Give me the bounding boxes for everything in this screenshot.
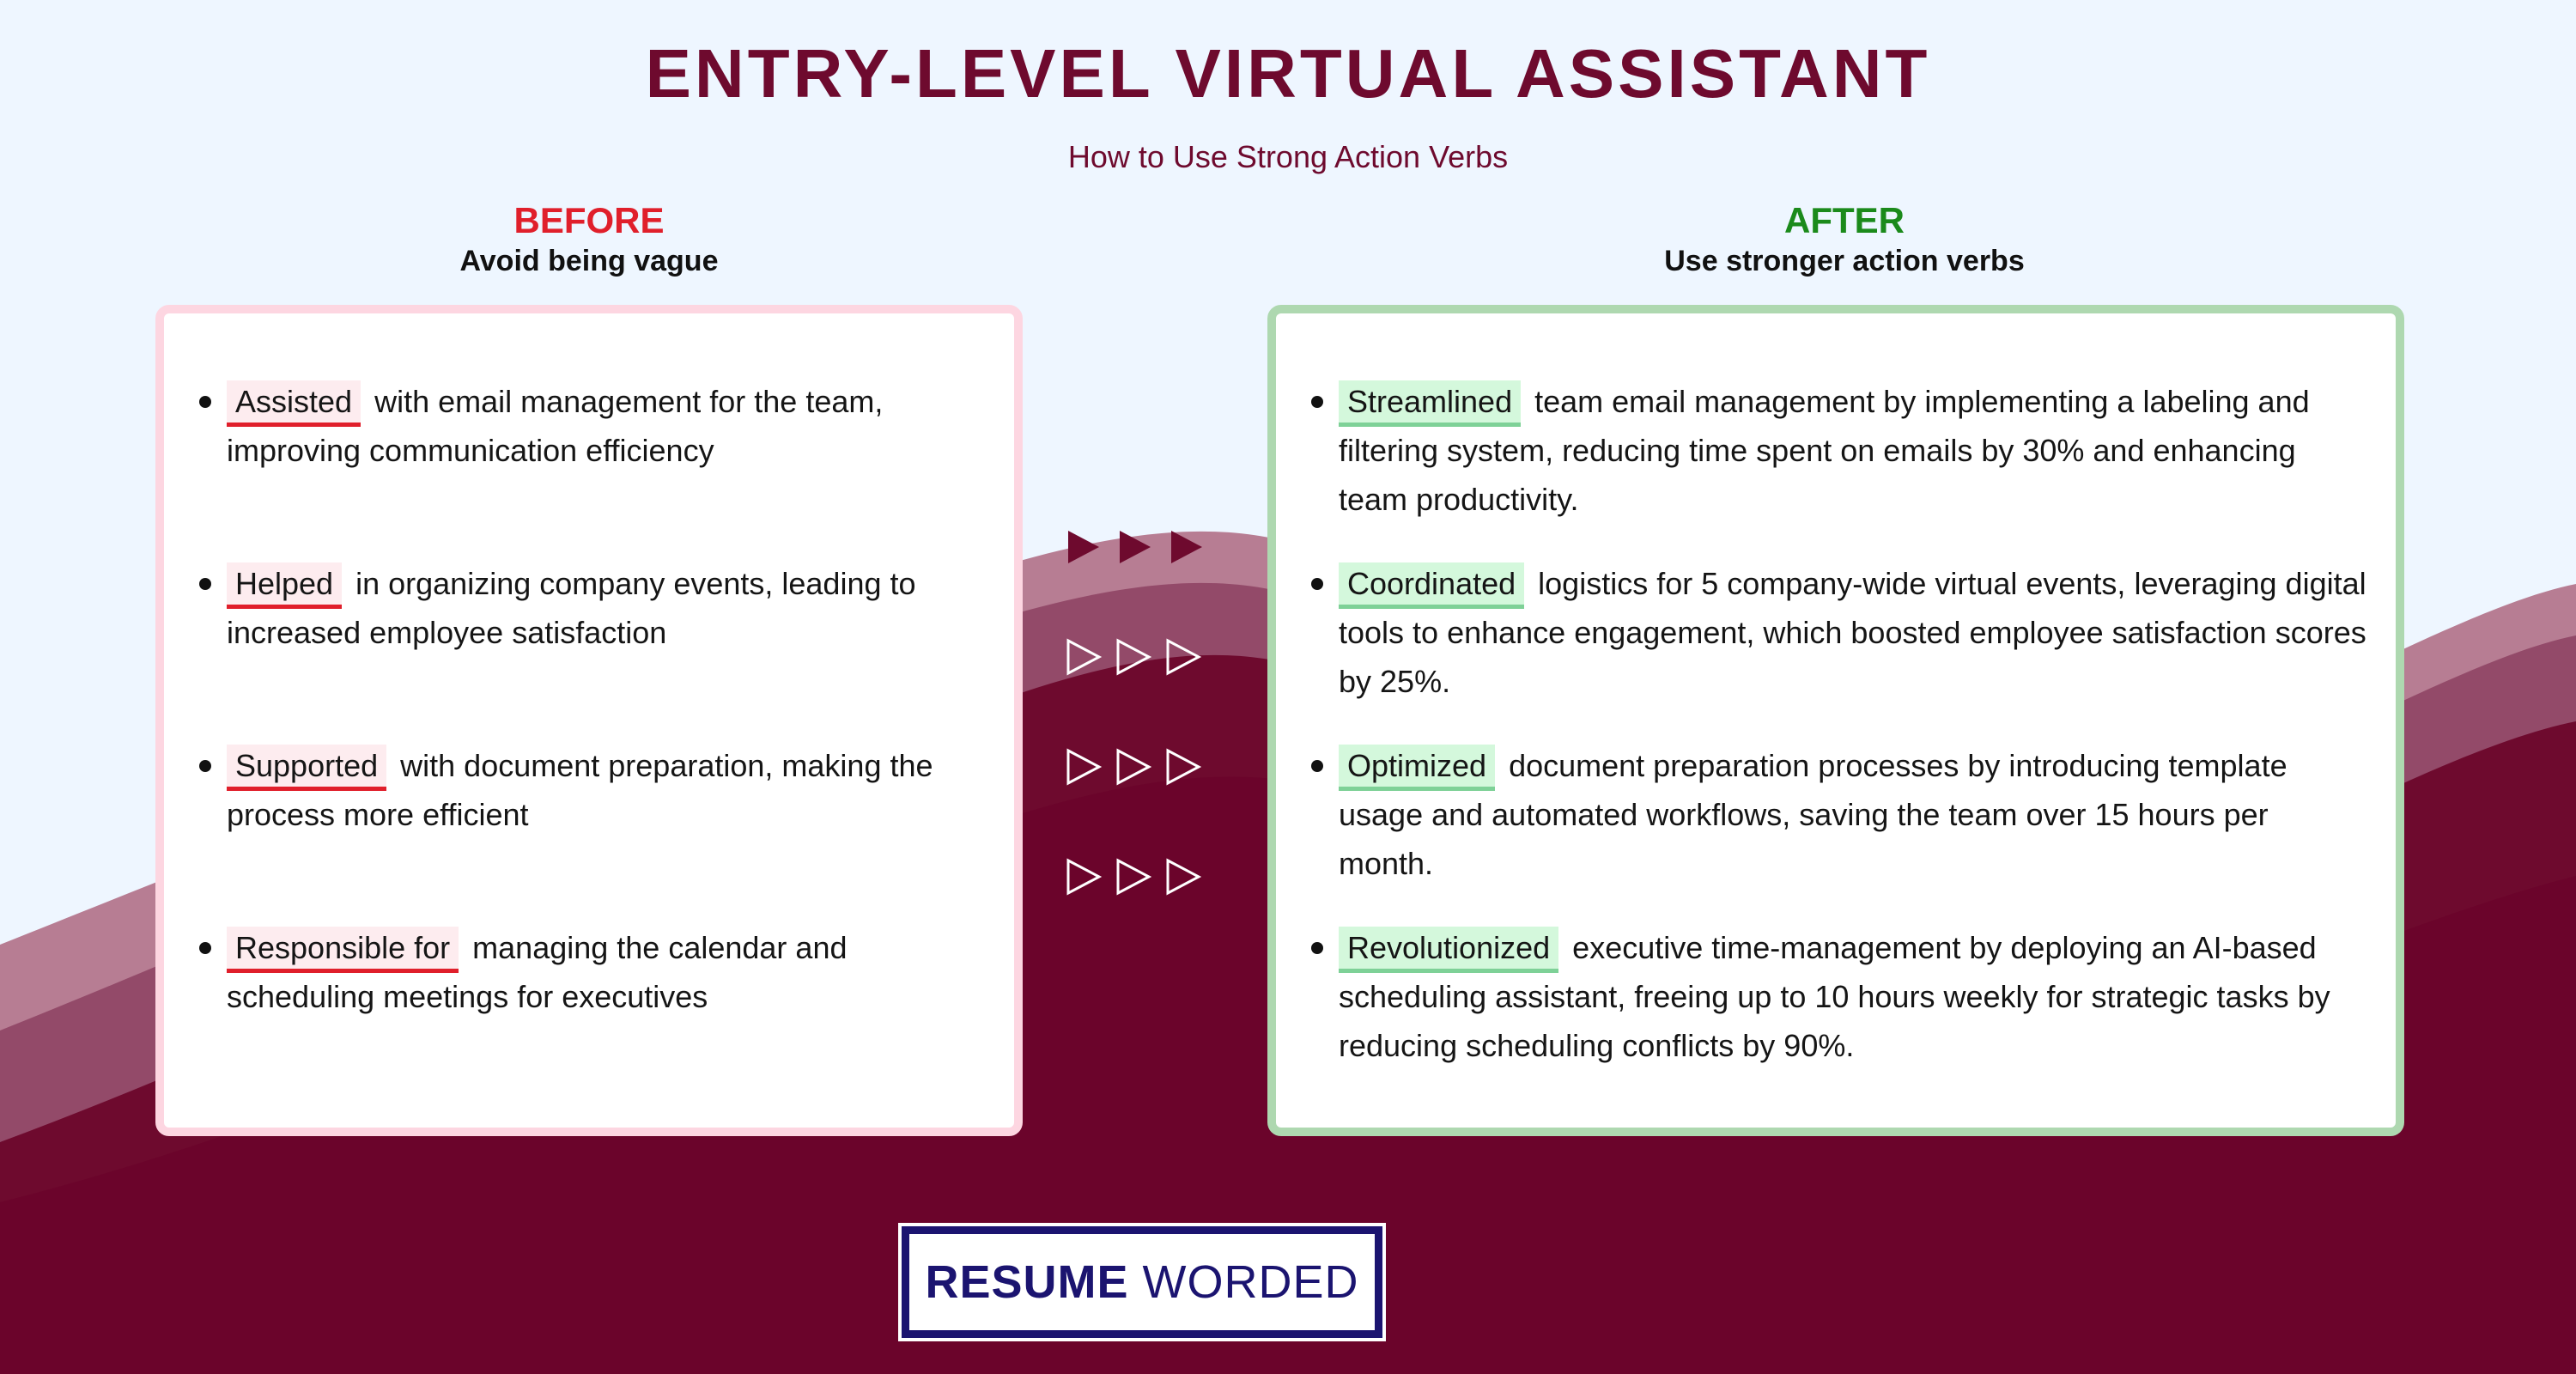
item-text: logistics for 5 company-wide virtual events, leveraging digital tools to enhance engagement, which boosted employee satisfaction scores by 25%. <box>1339 566 2366 699</box>
item-text: document preparation processes by introducing template usage and automated workflows, saving the team over 15 hours per month. <box>1339 748 2287 881</box>
item-text: with document preparation, making the process more efficient <box>227 748 933 832</box>
bullet <box>1311 942 1323 954</box>
before-card <box>155 305 1023 1136</box>
arrows-outline <box>1065 635 1202 678</box>
weak-verb: Assisted <box>227 380 361 427</box>
bullet <box>199 578 211 590</box>
after-item <box>1339 377 2369 524</box>
item-text: with email management for the team, improving communication efficiency <box>227 384 884 468</box>
bullet <box>199 760 211 772</box>
strong-verb: Optimized <box>1339 745 1495 791</box>
resume-worded-logo <box>902 1226 1382 1338</box>
page-subtitle: How to Use Strong Action Verbs <box>1067 139 1509 174</box>
item-text: executive time-management by deploying an AI-based scheduling assistant, freeing up to 10 hours weekly for strategic tasks by reducing scheduling conflicts by 90%. <box>1339 930 2330 1063</box>
page-title: ENTRY-LEVEL VIRTUAL ASSISTANT <box>645 35 1931 112</box>
bullet <box>199 942 211 954</box>
strong-verb: Coordinated <box>1339 562 1524 609</box>
strong-verb: Revolutionized <box>1339 927 1558 973</box>
after-sublabel: Use stronger action verbs <box>1664 245 2025 277</box>
item-text: team email management by implementing a labeling and filtering system, reducing time spent on emails by 30% and enhancing team productivity. <box>1339 384 2310 517</box>
logo-word-bold: RESUME <box>925 1256 1129 1308</box>
before-sublabel: Avoid being vague <box>459 245 719 277</box>
bullet <box>1311 578 1323 590</box>
before-item <box>227 923 982 1021</box>
bullet <box>199 396 211 408</box>
weak-verb: Supported <box>227 745 386 791</box>
before-item <box>227 559 982 657</box>
before-item <box>227 377 982 475</box>
after-card <box>1267 305 2404 1136</box>
bullet <box>1311 760 1323 772</box>
strong-verb: Streamlined <box>1339 380 1521 427</box>
after-header <box>1267 199 2421 280</box>
after-item <box>1339 741 2369 888</box>
after-label: AFTER <box>1784 200 1905 240</box>
arrows-filled <box>1065 526 1202 568</box>
after-item <box>1339 559 2369 706</box>
before-header <box>155 199 1023 280</box>
arrows-outline <box>1065 745 1202 788</box>
item-text: managing the calendar and scheduling meetings for executives <box>227 930 848 1014</box>
bullet <box>1311 396 1323 408</box>
weak-verb: Responsible for <box>227 927 459 973</box>
weak-verb: Helped <box>227 562 342 609</box>
logo-word-light: WORDED <box>1142 1256 1359 1308</box>
before-label: BEFORE <box>513 200 665 240</box>
item-text: in organizing company events, leading to increased employee satisfaction <box>227 566 916 650</box>
after-item <box>1339 923 2369 1070</box>
before-item <box>227 741 982 839</box>
arrows-outline <box>1065 855 1202 898</box>
